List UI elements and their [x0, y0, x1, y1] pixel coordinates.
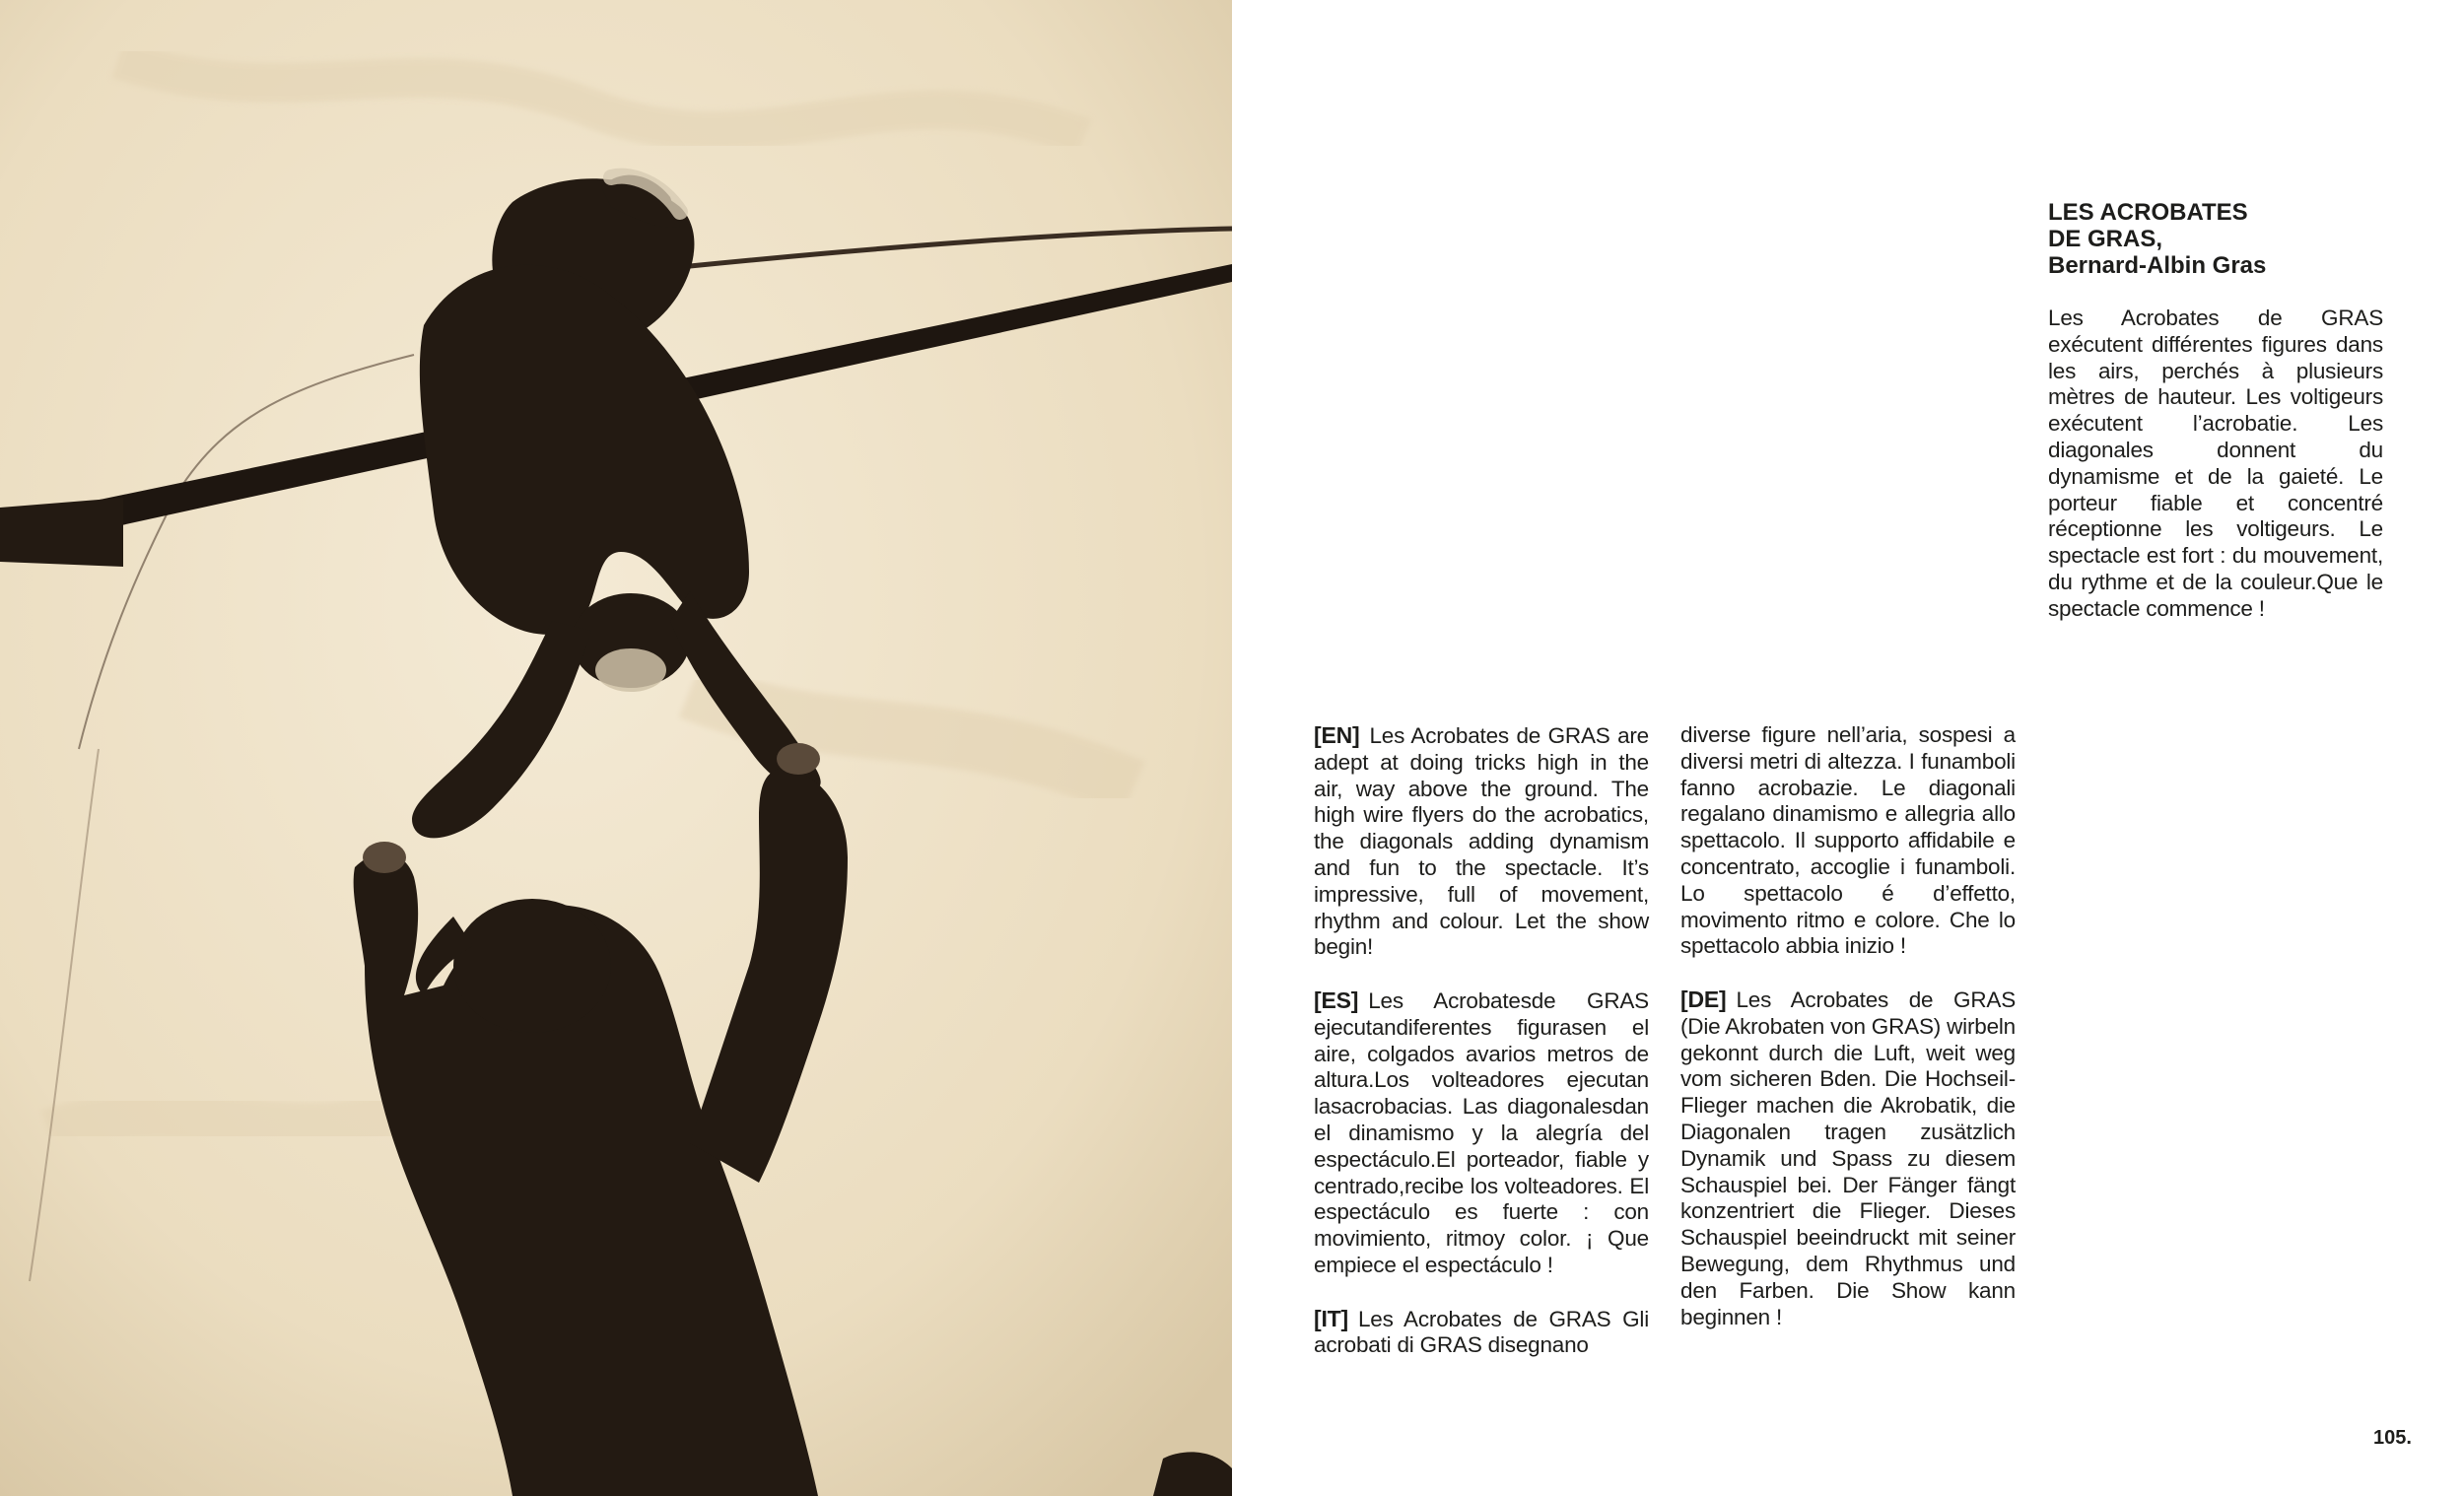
text-it-part1: Les Acrobates de GRAS Gli acrobati di GRAS disegnano: [1314, 1306, 1649, 1358]
text-es: Les Acrobatesde GRAS ejecutandiferentes figurasen el aire, colgados avarios metros de altura.Los volteadores ejecutan lasacrobacias. Las diagonalesdan el dinamismo y la alegría del espectáculo.El porteador, fiable y centrado,recibe los volteadores. El espectáculo es fuerte : con movimiento, ritmoy color. ¡ Que empiece el espectáculo !: [1314, 987, 1649, 1277]
article-title: [2048, 199, 2383, 279]
language-tag-en: [EN]: [1314, 722, 1360, 748]
text-en: Les Acrobates de GRAS are adept at doing tricks high in the air, way above the ground. The high wire flyers do the acrobatics, the diagonals adding dynamism and fun to the spectacle. It’s impressive, full of movement, rhythm and colour. Let the show begin!: [1314, 723, 1649, 960]
title-line-1: LES ACROBATES: [2048, 199, 2248, 226]
title-line-2: DE GRAS,: [2048, 226, 2163, 252]
paragraph-it-continued: diverse figure nell’aria, sospesi a diversi metri di altezza. I funamboli fanno acrobazie. Le diagonali regalano dinamismo e allegria allo spettacolo. Il supporto affidabile e concentrato, accoglie i funamboli. Lo spettacolo é d’effetto, movimento ritmo e colore. Che lo spettacolo abbia inizio !: [1680, 722, 2016, 959]
language-tag-it: [IT]: [1314, 1305, 1348, 1331]
text-de: Les Acrobates de GRAS (Die Akrobaten von GRAS) wirbeln gekonnt durch die Luft, weit weg vom sicheren Bden. Die Hochseil-Flieger machen die Akrobatik, die Diagonalen tragen zusätzlich Dynamik und Spass zu diesem Schauspiel bei. Der Fänger fängt konzentriert die Flieger. Dieses Schauspiel beeindruckt mit seiner Bewegung, dem Rhythmus und den Farben. Die Show kann beginnen !: [1680, 986, 2016, 1329]
language-tag-de: [DE]: [1680, 986, 1727, 1012]
paragraph-it-start: [1314, 1306, 1649, 1360]
title-line-3: Bernard-Albin Gras: [2048, 252, 2267, 279]
paragraph-en: [1314, 722, 1649, 961]
text-column-right: [1680, 722, 2016, 1357]
language-tag-es: [ES]: [1314, 986, 1359, 1013]
page-number: 105.: [2373, 1427, 2412, 1449]
text-column-left: [1314, 722, 1649, 1386]
french-intro: Les Acrobates de GRAS exécutent différentes figures dans les airs, perchés à plusieurs mètres de hauteur. Les voltigeurs exécutent l’acrobatie. Les diagonales donnent du dynamisme et de la gaieté. Le porteur fiable et concentré réceptionne les voltigeurs. Le spectacle est fort : du mouvement, du rythme et de la couleur.Que le spectacle commence !: [2048, 306, 2383, 621]
paragraph-es: [1314, 987, 1649, 1279]
paragraph-de: [1680, 986, 2016, 1330]
